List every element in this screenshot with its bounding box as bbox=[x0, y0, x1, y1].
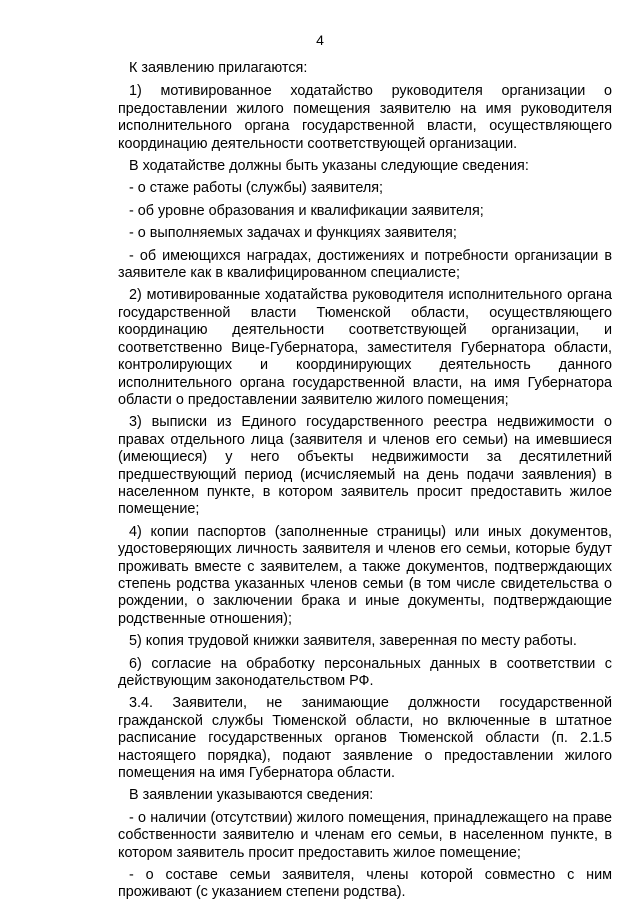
document-body bbox=[118, 60, 612, 907]
paragraph-item-4: 4) копии паспортов (заполненные страницы) или иных документов, удостоверяющих личность заявителя и членов его семьи, которые будут проживать вместе с заявителем, а также документов, подтверждающих степень родства указанных членов семьи (в том числе свидетельства о рождении, о заключении брака и иные документы, подтверждающие родственные отношения); bbox=[118, 523, 612, 627]
paragraph-item-2: 2) мотивированные ходатайства руководителя исполнительного органа государственной власти Тюменской области, осуществляющего координацию деятельности соответствующей организации, и соответственно Вице-Губернатора, заместителя Губернатора области, контролирующих и координирующих деятельность данного исполнительного органа государственной власти, на имя Губернатора области о предоставлении заявителю жилого помещения; bbox=[118, 287, 612, 408]
paragraph-petition-info-intro: В ходатайстве должны быть указаны следующие сведения: bbox=[129, 158, 529, 175]
paragraph-item-5: 5) копия трудовой книжки заявителя, заверенная по месту работы. bbox=[129, 633, 577, 650]
paragraph-item-3: 3) выписки из Единого государственного реестра недвижимости о правах отдельного лица (заявителя и членов его семьи) на имевшиеся (имеющиеся) у него объекты недвижимости за десятилетний предшествующий период (исчисляемый на день подачи заявления) в населенном пункте, в котором заявитель просит предоставить жилое помещение; bbox=[118, 414, 612, 518]
paragraph-bullet-housing: - о наличии (отсутствии) жилого помещения, принадлежащего на праве собственности заявителю и членам его семьи, в населенном пункте, в котором заявитель просит предоставить жилое помещение; bbox=[118, 809, 612, 861]
paragraph-bullet-education: - об уровне образования и квалификации заявителя; bbox=[129, 202, 484, 219]
paragraph-application-info-intro: В заявлении указываются сведения: bbox=[129, 787, 374, 804]
page-number: 4 bbox=[316, 32, 324, 48]
paragraph-bullet-tasks: - о выполняемых задачах и функциях заявителя; bbox=[129, 225, 457, 242]
paragraph-bullet-experience: - о стаже работы (службы) заявителя; bbox=[129, 180, 384, 197]
paragraph-section-3-4: 3.4. Заявители, не занимающие должности государственной гражданской службы Тюменской области, но включенные в штатное расписание государственных органов Тюменской области (п. 2.1.5 настоящего порядка), подают заявление о предоставлении жилого помещения на имя Губернатора области. bbox=[118, 695, 612, 782]
paragraph-item-1: 1) мотивированное ходатайство руководителя организации о предоставлении жилого помещения заявителю на имя руководителя исполнительного органа государственной власти, осуществляющего координацию деятельности соответствующей организации. bbox=[118, 83, 612, 152]
paragraph-item-6: 6) согласие на обработку персональных данных в соответствии с действующим законодательством РФ. bbox=[118, 655, 612, 689]
paragraph-attachments-intro: К заявлению прилагаются: bbox=[129, 60, 308, 76]
paragraph-bullet-family: - о составе семьи заявителя, члены которой совместно с ним проживают (с указанием степени родства). bbox=[118, 867, 612, 901]
paragraph-bullet-awards: - об имеющихся наградах, достижениях и потребности организации в заявителе как в квалифицированном специалисте; bbox=[118, 247, 612, 282]
